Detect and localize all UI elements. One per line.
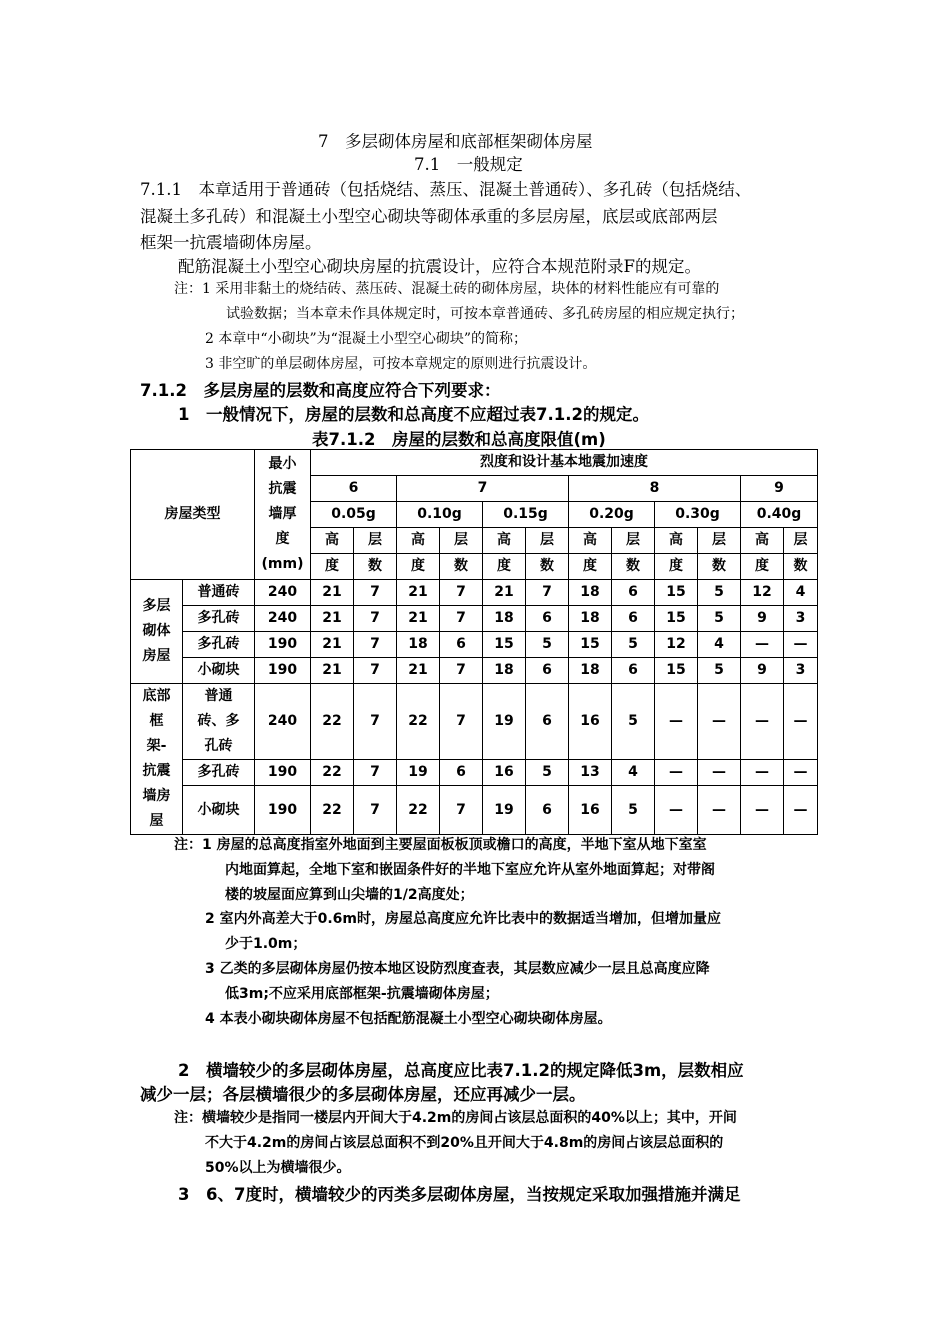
cell: — [698,684,741,760]
header-floors: 数 [354,554,397,580]
item-2-line2: 减少一层；各层横墙很少的多层砌体房屋，还应再减少一层。 [140,1085,586,1104]
header-height: 度 [311,554,354,580]
table-row [131,786,818,835]
clause-7-1-1-para2: 配筋混凝土小型空心砌块房屋的抗震设计，应符合本规范附录F的规定。 [178,257,701,276]
header-building-type: 房屋类型 [131,450,255,580]
table-note-line: 低3m;不应采用底部框架-抗震墙砌体房屋； [225,986,499,1002]
cell: 15 [483,632,526,658]
clause-7-1-2: 7.1.2 多层房屋的层数和高度应符合下列要求： [140,381,501,400]
cell: 12 [741,580,784,606]
row-thickness: 240 [255,684,311,760]
table-note-line: 少于1.0m； [225,936,307,952]
cell: — [784,684,818,760]
cell: 21 [397,606,440,632]
cell: — [784,632,818,658]
header-degree: 8 [569,476,741,502]
item-3-line1: 3 6、7度时，横墙较少的丙类多层砌体房屋，当按规定采取加强措施并满足 [178,1185,741,1204]
cell: 19 [397,760,440,786]
cell: 21 [311,606,354,632]
cell: 21 [311,658,354,684]
clause-7-1-1-line3: 框架一抗震墙砌体房屋。 [140,233,322,252]
cell: — [741,760,784,786]
cell: — [698,786,741,835]
cell: — [741,786,784,835]
cell: 7 [354,684,397,760]
header-floors: 层 [354,528,397,554]
cell: — [784,786,818,835]
note-1-line: 注：1 采用非黏土的烧结砖、蒸压砖、混凝土砖的砌体房屋，块体的材料性能应有可靠的 [174,281,720,297]
cell: 5 [698,606,741,632]
table-note-line: 3 乙类的多层砌体房屋仍按本地区设防烈度查表，其层数应减少一层且总高度应降 [205,961,710,977]
cell: 6 [526,606,569,632]
chapter-title: 7 多层砌体房屋和底部框架砌体房屋 [318,132,593,151]
cell: 7 [354,606,397,632]
header-degree: 6 [311,476,397,502]
header-acceleration: 0.40g [741,502,818,528]
header-floors: 层 [784,528,818,554]
row-name: 普通砖 [183,580,255,606]
table-note-line: 4 本表小砌块砌体房屋不包括配筋混凝土小型空心砌块砌体房屋。 [205,1011,612,1027]
header-height: 度 [655,554,698,580]
cell: 7 [526,580,569,606]
cell: — [698,760,741,786]
header-acceleration: 0.10g [397,502,483,528]
cell: 6 [526,786,569,835]
row-thickness: 240 [255,580,311,606]
cell: 22 [311,760,354,786]
table-title: 表7.1.2 房屋的层数和总高度限值(m) [312,430,606,449]
cell: 7 [440,786,483,835]
row-thickness: 240 [255,606,311,632]
cell: 21 [397,580,440,606]
header-min-wall-thickness: 最小 抗震 墙厚 度 (mm) [255,450,311,580]
cell: 18 [483,606,526,632]
group-bottom-frame: 底部 框 架- 抗震 墙房 屋 [131,684,183,835]
cell: 15 [655,658,698,684]
header-height: 度 [483,554,526,580]
note-1-line: 2 本章中“小砌块”为“混凝土小型空心砌块”的简称； [205,331,527,347]
cell: 18 [397,632,440,658]
cell: 7 [440,580,483,606]
cell: 5 [612,786,655,835]
cell: 7 [354,658,397,684]
header-height: 度 [569,554,612,580]
cell: 16 [569,684,612,760]
header-height: 高 [569,528,612,554]
cell: 7 [354,632,397,658]
table-note-line: 楼的坡屋面应算到山尖墙的1/2高度处； [225,887,474,903]
table-row [131,658,818,684]
cell: 22 [397,786,440,835]
cell: 18 [483,658,526,684]
header-acceleration: 0.15g [483,502,569,528]
cell: 13 [569,760,612,786]
header-acceleration: 0.20g [569,502,655,528]
header-floors: 层 [698,528,741,554]
cell: 21 [397,658,440,684]
row-name: 小砌块 [183,658,255,684]
header-height: 度 [741,554,784,580]
row-thickness: 190 [255,786,311,835]
cell: 16 [483,760,526,786]
cell: 4 [698,632,741,658]
cell: — [784,760,818,786]
cell: 7 [354,786,397,835]
cell: 6 [612,580,655,606]
header-floors: 层 [612,528,655,554]
header-degree: 7 [397,476,569,502]
cell: 18 [569,580,612,606]
header-height: 高 [655,528,698,554]
cell: 7 [354,580,397,606]
clause-7-1-1-line1: 7.1.1 本章适用于普通砖（包括烧结、蒸压、混凝土普通砖）、多孔砖（包括烧结、 [140,180,752,199]
cell: 15 [655,606,698,632]
cell: 15 [569,632,612,658]
cell: 18 [569,606,612,632]
clause-7-1-2-item1: 1 一般情况下，房屋的层数和总高度不应超过表7.1.2的规定。 [178,405,649,424]
row-name: 多孔砖 [183,606,255,632]
cell: 22 [311,786,354,835]
cell: 21 [311,580,354,606]
row-thickness: 190 [255,632,311,658]
header-floors: 层 [526,528,569,554]
cell: 22 [397,684,440,760]
cell: — [655,786,698,835]
section-title: 7.1 一般规定 [414,155,523,174]
header-floors: 数 [526,554,569,580]
row-thickness: 190 [255,658,311,684]
cell: 3 [784,658,818,684]
cell: — [655,684,698,760]
row-thickness: 190 [255,760,311,786]
header-height: 高 [741,528,784,554]
limits-table [130,449,818,835]
cell: 5 [698,580,741,606]
cell: 16 [569,786,612,835]
note-1-line: 试验数据；当本章未作具体规定时，可按本章普通砖、多孔砖房屋的相应规定执行； [226,306,744,322]
cell: 6 [440,760,483,786]
header-floors: 数 [612,554,655,580]
cell: 6 [526,658,569,684]
header-floors: 数 [698,554,741,580]
cell: 9 [741,606,784,632]
cell: — [741,684,784,760]
row-name: 多孔砖 [183,632,255,658]
table-row [131,580,818,606]
cell: 4 [784,580,818,606]
cell: 3 [784,606,818,632]
cell: 7 [440,606,483,632]
row-name: 多孔砖 [183,760,255,786]
row-name: 小砌块 [183,786,255,835]
table-note-line: 2 室内外高差大于0.6m时，房屋总高度应允许比表中的数据适当增加，但增加量应 [205,911,722,927]
table-row [131,760,818,786]
cell: 7 [354,760,397,786]
header-floors: 数 [784,554,818,580]
note-1-line: 3 非空旷的单层砌体房屋，可按本章规定的原则进行抗震设计。 [205,356,597,372]
header-degree: 9 [741,476,818,502]
cell: 6 [612,606,655,632]
header-floors: 数 [440,554,483,580]
cell: 4 [612,760,655,786]
cell: — [655,760,698,786]
row-name: 普通 砖、多 孔砖 [183,684,255,760]
cell: 7 [440,658,483,684]
header-height: 度 [397,554,440,580]
table-row [131,684,818,760]
header-acceleration: 0.05g [311,502,397,528]
table-row [131,606,818,632]
table-note-line: 内地面算起，全地下室和嵌固条件好的半地下室应允许从室外地面算起；对带阁 [225,862,715,878]
header-intensity: 烈度和设计基本地震加速度 [311,450,818,476]
cell: 5 [698,658,741,684]
cell: 7 [440,684,483,760]
cell: 6 [440,632,483,658]
cell: — [741,632,784,658]
table-note-line: 注：1 房屋的总高度指室外地面到主要屋面板板顶或檐口的高度，半地下室从地下室室 [174,837,707,853]
header-floors: 层 [440,528,483,554]
clause-7-1-1-line2: 混凝土多孔砖）和混凝土小型空心砌块等砌体承重的多层房屋，底层或底部两层 [140,207,718,226]
item-2-note-line: 不大于4.2m的房间占该层总面积不到20%且开间大于4.8m的房间占该层总面积的 [205,1135,724,1151]
cell: 19 [483,786,526,835]
cell: 22 [311,684,354,760]
header-acceleration: 0.30g [655,502,741,528]
item-2-note-line: 50%以上为横墙很少。 [205,1160,351,1176]
header-height: 高 [311,528,354,554]
cell: 15 [655,580,698,606]
cell: 6 [612,658,655,684]
header-height: 高 [397,528,440,554]
cell: 5 [526,760,569,786]
group-multistorey: 多层 砌体 房屋 [131,580,183,684]
cell: 5 [612,632,655,658]
cell: 5 [526,632,569,658]
cell: 9 [741,658,784,684]
cell: 6 [526,684,569,760]
header-height: 高 [483,528,526,554]
cell: 19 [483,684,526,760]
item-2-note-line: 注：横墙较少是指同一楼层内开间大于4.2m的房间占该层总面积的40%以上；其中，开间 [174,1110,737,1126]
item-2-line1: 2 横墙较少的多层砌体房屋，总高度应比表7.1.2的规定降低3m，层数相应 [178,1061,744,1080]
cell: 12 [655,632,698,658]
cell: 5 [612,684,655,760]
cell: 21 [311,632,354,658]
cell: 18 [569,658,612,684]
table-row [131,632,818,658]
cell: 21 [483,580,526,606]
